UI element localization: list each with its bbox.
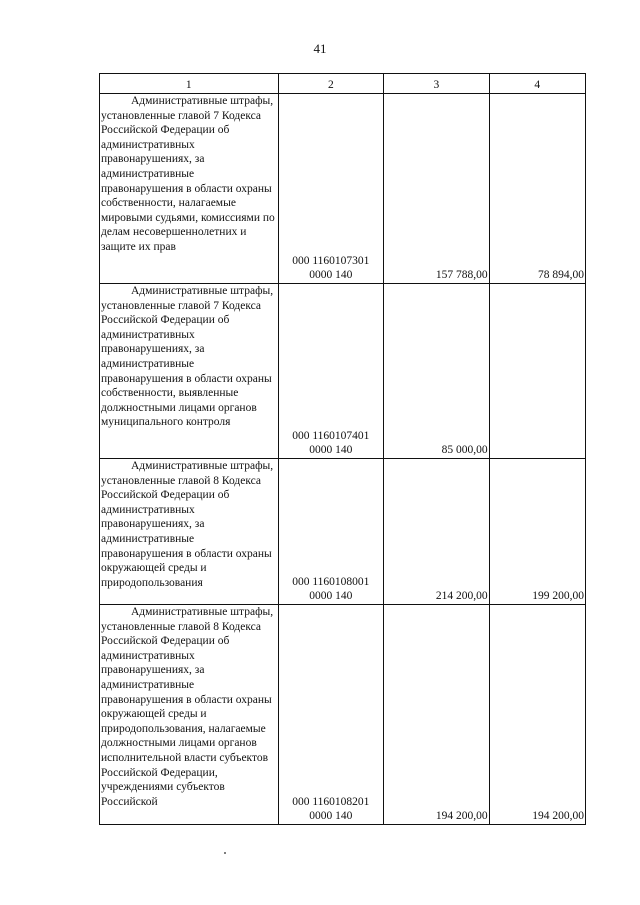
- row-name: Административные штрафы, установленные главой 8 Кодекса Российской Федерации об административных правонарушениях, за административные правонарушения в области охраны окружающей среды и природопользования: [100, 459, 279, 605]
- code-line-1: 000 1160107401: [292, 429, 370, 442]
- row-code: [278, 284, 384, 459]
- row-value-4: 199 200,00: [489, 459, 585, 605]
- row-name: Административные штрафы, установленные главой 7 Кодекса Российской Федерации об административных правонарушениях, за административные правонарушения в области охраны собственности, налагаемые мировыми судьями, комиссиями по делам несовершеннолетних и защите их прав: [100, 94, 279, 284]
- column-header-2: 2: [278, 74, 384, 94]
- scan-speck: [224, 852, 226, 854]
- row-name: Административные штрафы, установленные главой 7 Кодекса Российской Федерации об административных правонарушениях, за административные правонарушения в области охраны собственности, выявленные должностными лицами органов муниципального контроля: [100, 284, 279, 459]
- row-value-3: 85 000,00: [384, 284, 490, 459]
- table-row: [100, 284, 586, 459]
- row-code: [278, 94, 384, 284]
- row-value-3: 194 200,00: [384, 605, 490, 825]
- row-value-3: 214 200,00: [384, 459, 490, 605]
- table-row: [100, 459, 586, 605]
- row-code: [278, 459, 384, 605]
- column-header-4: 4: [489, 74, 585, 94]
- code-line-2: 0000 140: [309, 810, 353, 823]
- table-header-row: [100, 74, 586, 94]
- code-line-2: 0000 140: [309, 590, 353, 603]
- row-code: [278, 605, 384, 825]
- column-header-3: 3: [384, 74, 490, 94]
- code-line-1: 000 1160107301: [292, 254, 370, 267]
- row-value-4: [489, 284, 585, 459]
- budget-table: [99, 73, 586, 825]
- code-line-2: 0000 140: [309, 269, 353, 282]
- code-line-2: 0000 140: [309, 444, 353, 457]
- column-header-1: 1: [100, 74, 279, 94]
- table-row: [100, 94, 586, 284]
- page-number: 41: [313, 41, 327, 56]
- code-line-1: 000 1160108001: [292, 575, 370, 588]
- row-value-4: 78 894,00: [489, 94, 585, 284]
- row-value-4: 194 200,00: [489, 605, 585, 825]
- row-name: Административные штрафы, установленные главой 8 Кодекса Российской Федерации об административных правонарушениях, за административные правонарушения в области охраны окружающей среды и природопользования, налагаемые должностными лицами органов исполнительной власти субъектов Российской Федерации, учреждениями субъектов Российской: [100, 605, 279, 825]
- row-value-3: 157 788,00: [384, 94, 490, 284]
- code-line-1: 000 1160108201: [292, 795, 370, 808]
- table-row: [100, 605, 586, 825]
